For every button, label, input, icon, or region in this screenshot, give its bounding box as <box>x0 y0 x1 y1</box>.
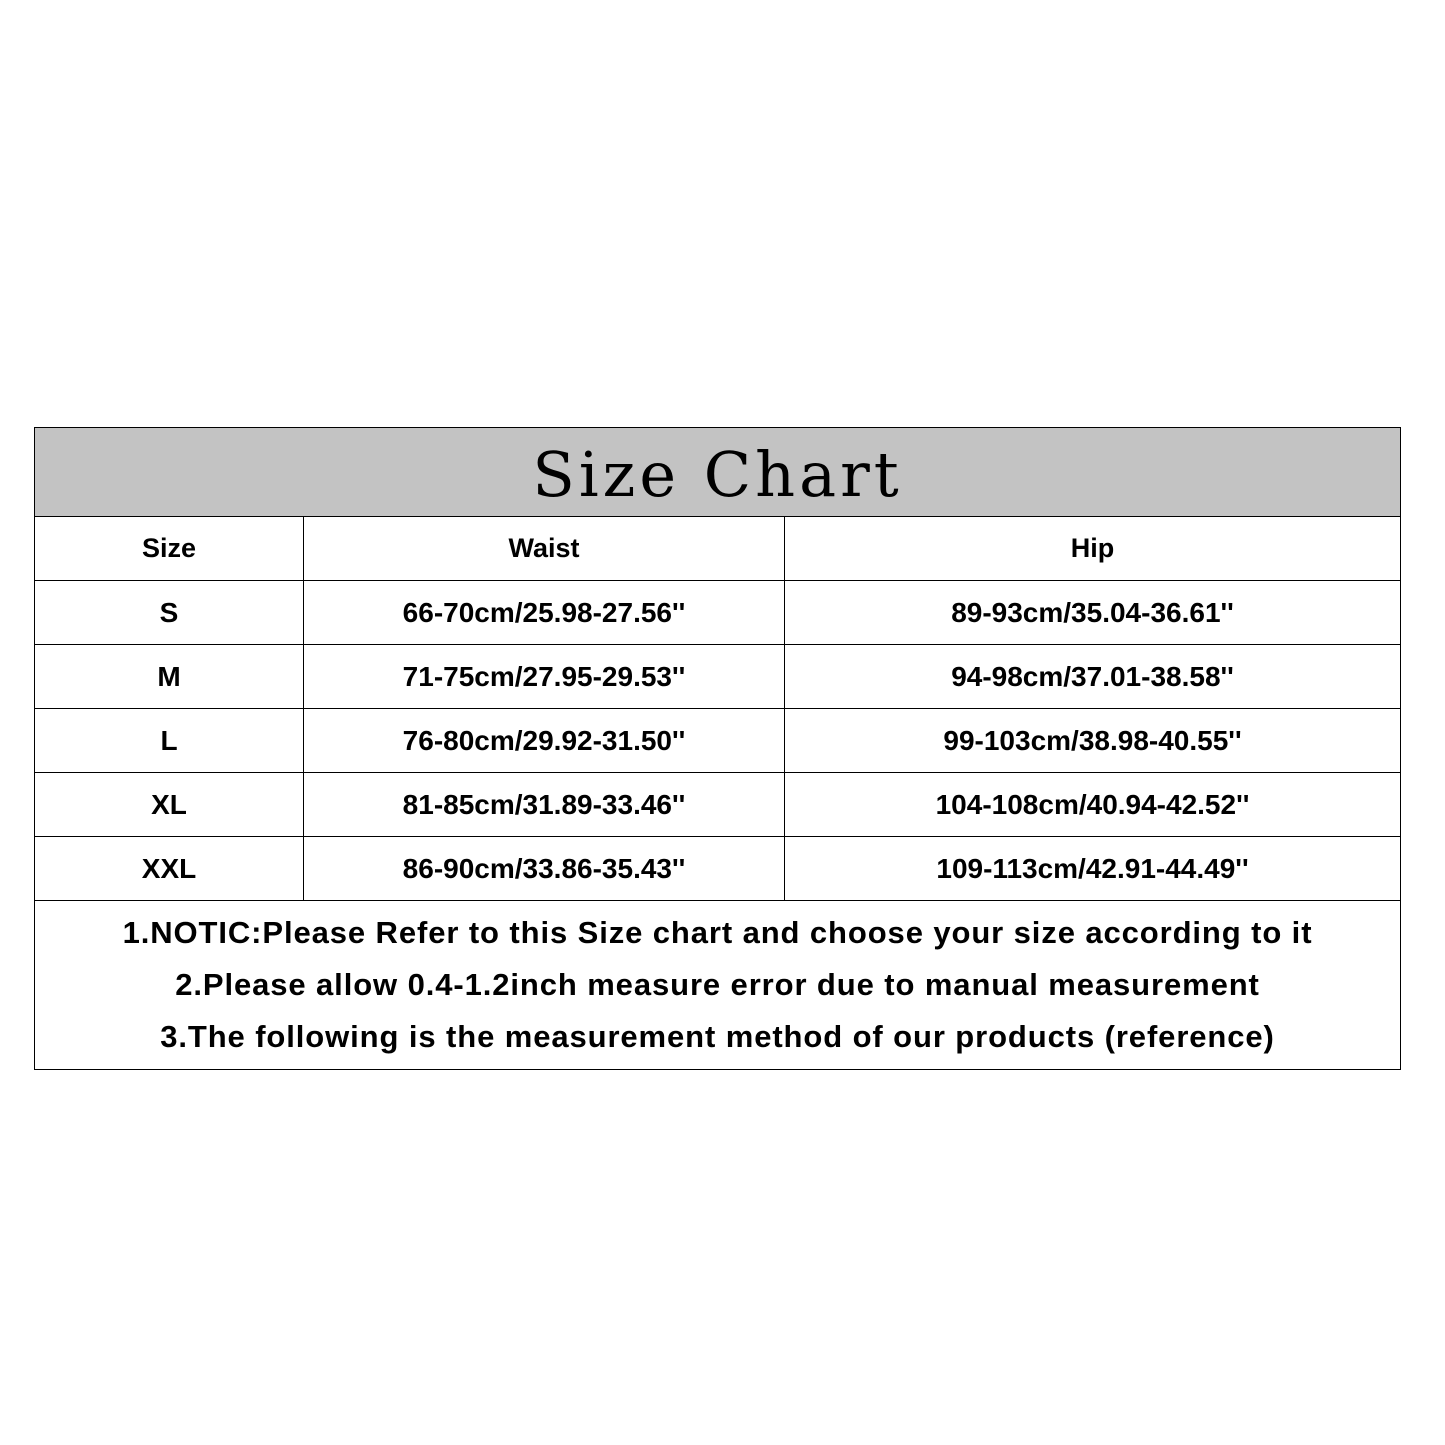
size-chart-title-cell <box>35 428 1401 517</box>
column-header-size: Size <box>35 517 304 581</box>
note-line: 2.Please allow 0.4-1.2inch measure error due to manual measurement <box>175 967 1260 1002</box>
hip-cell: 89-93cm/35.04-36.61'' <box>785 581 1401 645</box>
size-cell: L <box>35 709 304 773</box>
column-header-row <box>35 517 1401 581</box>
column-header-hip: Hip <box>785 517 1401 581</box>
note-line: 3.The following is the measurement method of our products (reference) <box>160 1019 1275 1054</box>
table-row <box>35 709 1401 773</box>
note-line: 1.NOTIC:Please Refer to this Size chart and choose your size according to it <box>122 915 1313 950</box>
waist-cell: 81-85cm/31.89-33.46'' <box>304 773 785 837</box>
title-row <box>35 428 1401 517</box>
table-row <box>35 837 1401 901</box>
size-chart-table <box>34 427 1401 1070</box>
waist-cell: 66-70cm/25.98-27.56'' <box>304 581 785 645</box>
table-row <box>35 773 1401 837</box>
size-cell: M <box>35 645 304 709</box>
table-row <box>35 645 1401 709</box>
notes-cell <box>35 901 1401 1070</box>
hip-cell: 99-103cm/38.98-40.55'' <box>785 709 1401 773</box>
waist-cell: 71-75cm/27.95-29.53'' <box>304 645 785 709</box>
waist-cell: 76-80cm/29.92-31.50'' <box>304 709 785 773</box>
waist-cell: 86-90cm/33.86-35.43'' <box>304 837 785 901</box>
notes-row <box>35 901 1401 1070</box>
size-cell: XL <box>35 773 304 837</box>
hip-cell: 104-108cm/40.94-42.52'' <box>785 773 1401 837</box>
column-header-waist: Waist <box>304 517 785 581</box>
hip-cell: 109-113cm/42.91-44.49'' <box>785 837 1401 901</box>
size-cell: XXL <box>35 837 304 901</box>
hip-cell: 94-98cm/37.01-38.58'' <box>785 645 1401 709</box>
table-row <box>35 581 1401 645</box>
size-cell: S <box>35 581 304 645</box>
size-chart-title: Size Chart <box>532 437 903 511</box>
